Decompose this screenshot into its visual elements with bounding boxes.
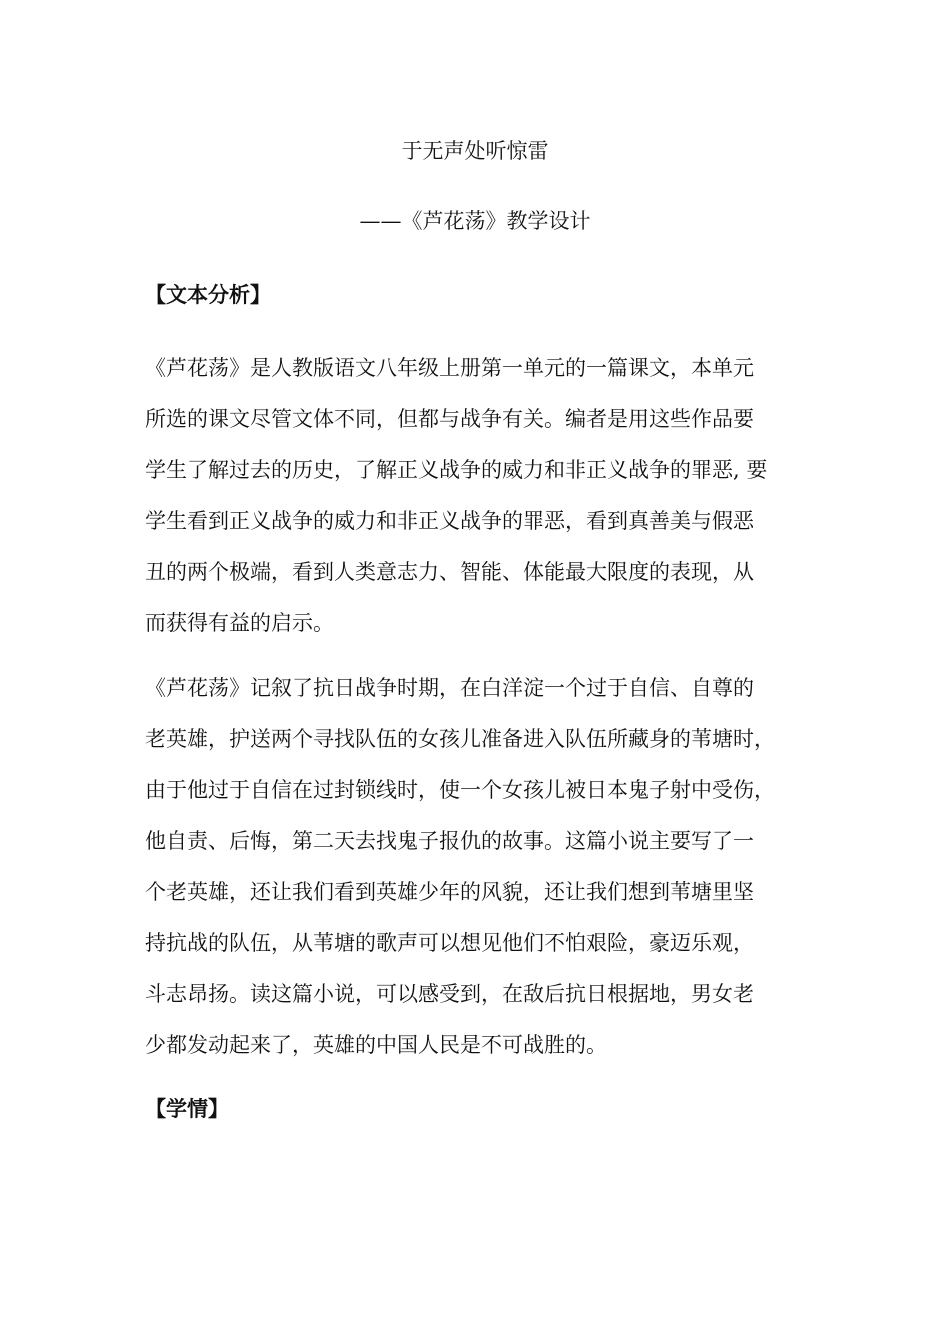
text-line: 学生看到正义战争的威力和非正义战争的罪恶，看到真善美与假恶 <box>145 509 754 533</box>
document-subtitle: ——《芦花荡》教学设计 <box>359 209 591 233</box>
text-line: 丑的两个极端，看到人类意志力、智能、体能最大限度的表现，从 <box>145 560 754 584</box>
text-line: 持抗战的队伍，从苇塘的歌声可以想见他们不怕艰险，豪迈乐观， <box>145 931 754 955</box>
text-line: 少都发动起来了，英雄的中国人民是不可战胜的。 <box>145 1033 607 1057</box>
document-title: 于无声处听惊雷 <box>401 139 549 163</box>
text-line: 由于他过于自信在过封锁线时，使一个女孩儿被日本鬼子射中受伤， <box>145 778 775 802</box>
section-heading-learning-situation: 【学情】 <box>145 1097 229 1121</box>
text-line: 斗志昂扬。读这篇小说，可以感受到，在敌后抗日根据地，男女老 <box>145 982 754 1006</box>
text-line: 他自责、后悔，第二天去找鬼子报仇的故事。这篇小说主要写了一 <box>145 829 754 853</box>
text-line: 个老英雄，还让我们看到英雄少年的风貌，还让我们想到苇塘里坚 <box>145 880 754 904</box>
text-line: 所选的课文尽管文体不同，但都与战争有关。编者是用这些作品要 <box>145 407 754 431</box>
paragraph-text-analysis-2 <box>145 672 810 1080</box>
text-line: 《芦花荡》是人教版语文八年级上册第一单元的一篇课文，本单元 <box>145 356 754 380</box>
text-line: 而获得有益的启示。 <box>145 611 334 635</box>
section-heading-text-analysis: 【文本分析】 <box>145 283 271 307</box>
paragraph-text-analysis-1 <box>145 352 810 658</box>
text-line: 老英雄，护送两个寻找队伍的女孩儿准备进入队伍所藏身的苇塘时， <box>145 727 775 751</box>
text-line: 《芦花荡》记叙了抗日战争时期，在白洋淀一个过于自信、自尊的 <box>145 676 754 700</box>
text-line: 学生了解过去的历史，了解正义战争的威力和非正义战争的罪恶, 要 <box>145 458 768 482</box>
